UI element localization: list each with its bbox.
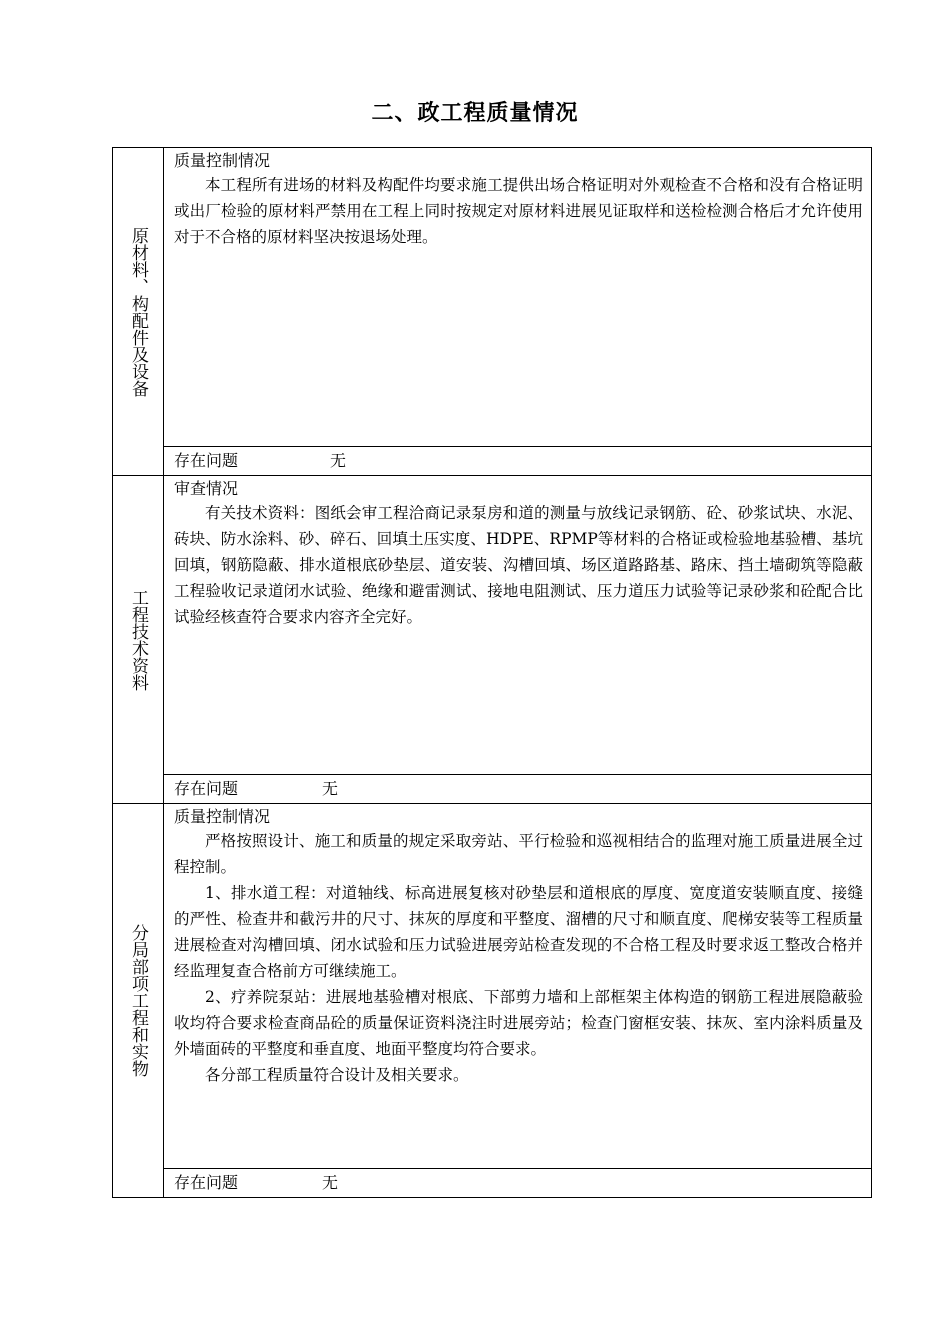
- issue-row: [113, 1169, 872, 1198]
- section-paragraph: 各分部工程质量符合设计及相关要求。: [205, 1066, 469, 1084]
- issue-label: 存在问题: [174, 1173, 239, 1192]
- section-paragraph: 严格按照设计、施工和质量的规定采取旁站、平行检验和巡视相结合的监理对施工质量进展全过程控制。: [174, 832, 863, 876]
- section-materials: [113, 148, 872, 447]
- section-paragraph: 1、排水道工程：对道轴线、标高进展复核对砂垫层和道根底的厚度、宽度道安装顺直度、接缝的严性、检查井和截污井的尺寸、抹灰的厚度和平整度、溜槽的尺寸和顺直度、爬梯安装等工程质量进展检查对沟槽回填、闭水试验和压力试验进展旁站检查发现的不合格工程及时要求返工整改合格并经监理复查合格前方可继续施工。: [174, 884, 863, 980]
- section-content-cell: [164, 476, 872, 775]
- section-label: 原材料、构配件及设备: [128, 226, 148, 397]
- section-content-cell: [164, 148, 872, 447]
- section-subprojects: [113, 804, 872, 1169]
- section-technical-docs: [113, 476, 872, 775]
- section-label-cell: [113, 804, 164, 1198]
- issue-row: [113, 775, 872, 804]
- section-paragraph: 2、疗养院泵站：进展地基验槽对根底、下部剪力墙和上部框架主体构造的钢筋工程进展隐蔽验收均符合要求检查商品砼的质量保证资料浇注时进展旁站；检查门窗框安装、抹灰、室内涂料质量及外墙面砖的平整度和垂直度、地面平整度均符合要求。: [174, 988, 863, 1058]
- issue-value: 无: [322, 779, 339, 798]
- issue-label: 存在问题: [174, 779, 239, 798]
- issue-value: 无: [330, 451, 347, 470]
- section-paragraph: 本工程所有进场的材料及构配件均要求施工提供出场合格证明对外观检查不合格和没有合格证明或出厂检验的原材料严禁用在工程上同时按规定对原材料进展见证取样和送检检测合格后才允许使用对于不合格的原材料坚决按退场处理。: [174, 176, 863, 246]
- issue-row: [113, 447, 872, 476]
- section-heading: 质量控制情况: [174, 807, 271, 826]
- quality-report-table: [112, 147, 872, 1198]
- page-title: 二、政工程质量情况: [371, 101, 579, 126]
- section-heading: 审查情况: [174, 479, 239, 498]
- section-label: 工程技术资料: [128, 588, 148, 691]
- section-label-cell: [113, 476, 164, 804]
- issue-label: 存在问题: [174, 451, 239, 470]
- section-label: 分局部项工程和实物: [128, 924, 148, 1077]
- section-content-cell: [164, 804, 872, 1169]
- section-paragraph: 有关技术资料：图纸会审工程洽商记录泵房和道的测量与放线记录钢筋、砼、砂浆试块、水泥、砖块、防水涂料、砂、碎石、回填土压实度、HDPE、RPMP等材料的合格证或检验地基验槽、基坑回填，钢筋隐蔽、排水道根底砂垫层、道安装、沟槽回填、场区道路路基、路床、挡土墙砌筑等隐蔽工程验收记录道闭水试验、绝缘和避雷测试、接地电阻测试、压力道压力试验等记录砂浆和砼配合比试验经核查符合要求内容齐全完好。: [174, 504, 863, 626]
- section-heading: 质量控制情况: [174, 151, 271, 170]
- issue-value: 无: [322, 1173, 339, 1192]
- section-label-cell: [113, 148, 164, 476]
